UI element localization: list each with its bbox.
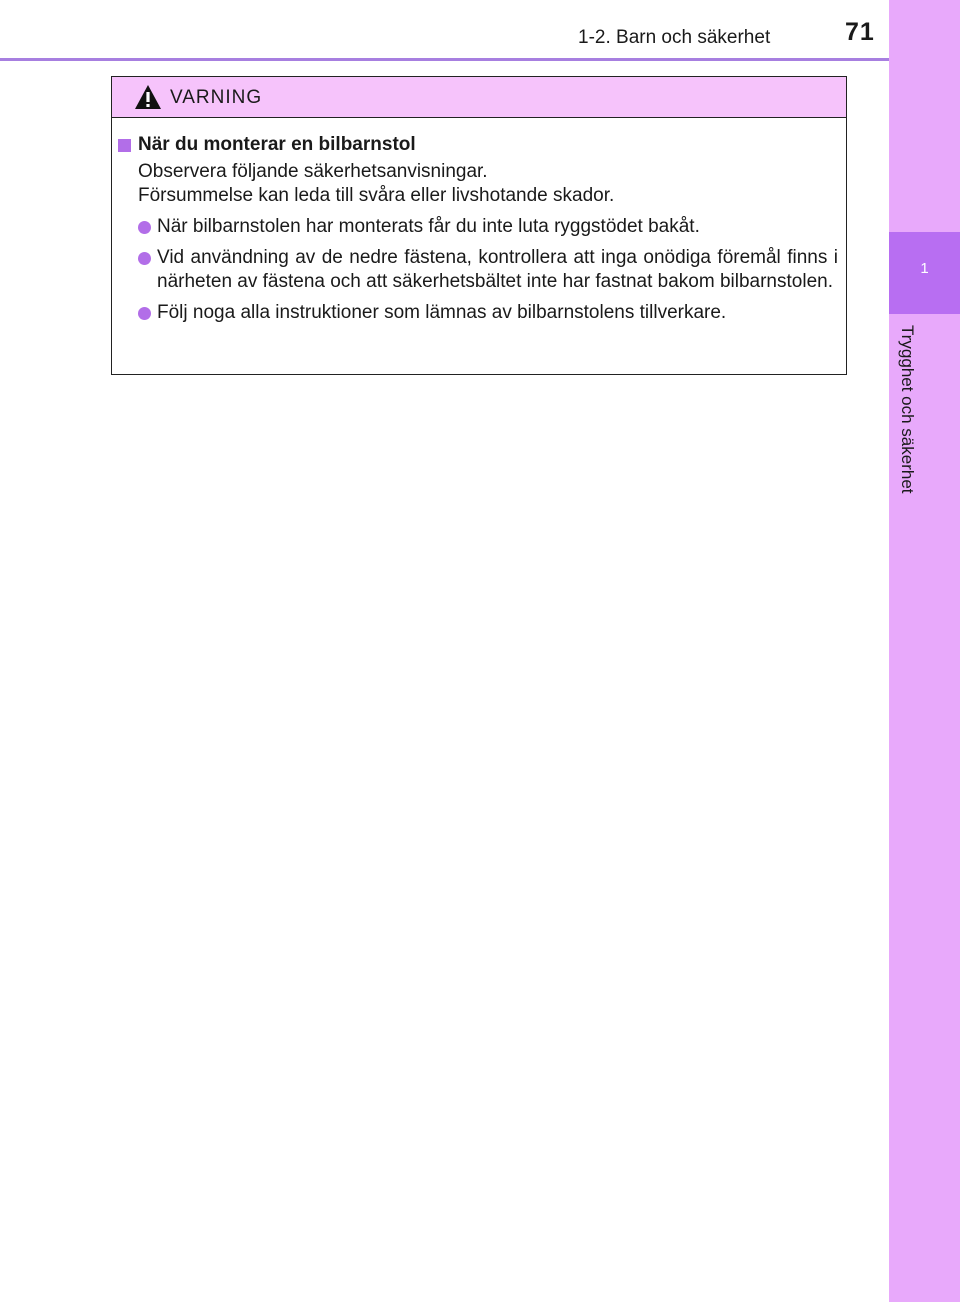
intro-line-1: Observera följande säkerhetsanvisningar.: [138, 161, 488, 182]
bullet-dot-icon: [138, 307, 151, 320]
bullet-dot-icon: [138, 221, 151, 234]
warning-heading-text: När du monterar en bilbarnstol: [138, 134, 416, 155]
section-title: 1-2. Barn och säkerhet: [578, 27, 771, 48]
warning-intro: [138, 160, 838, 208]
chapter-tab: [889, 232, 960, 314]
chapter-title: Trygghet och säkerhet: [898, 325, 917, 494]
bullet-dot-icon: [138, 252, 151, 265]
page-number: 71: [845, 18, 875, 46]
side-tab: [889, 0, 960, 1302]
list-item: [138, 301, 838, 325]
warning-header: [112, 77, 846, 118]
intro-line-2: Försummelse kan leda till svåra eller livshotande skador.: [138, 185, 615, 206]
warning-box: [111, 76, 847, 375]
header-divider: [0, 58, 889, 61]
list-item: [138, 215, 838, 239]
warning-body: [112, 118, 846, 325]
warning-heading: [118, 133, 838, 157]
warning-triangle-icon: [134, 84, 162, 110]
warning-title: VARNING: [170, 87, 263, 108]
square-bullet-icon: [118, 139, 131, 152]
chapter-number: 1: [920, 260, 929, 277]
list-item-text: När bilbarnstolen har monterats får du inte luta ryggstödet bakåt.: [157, 216, 700, 237]
list-item-text: Följ noga alla instruktioner som lämnas av bilbarnstolens tillverkare.: [157, 302, 727, 323]
list-item: [138, 246, 838, 294]
list-item-text: Vid användning av de nedre fästena, kontrollera att inga onödiga föremål finns i närheten av fästena och att säkerhetsbältet inte har fastnat bakom bilbarnstolen.: [157, 247, 838, 292]
